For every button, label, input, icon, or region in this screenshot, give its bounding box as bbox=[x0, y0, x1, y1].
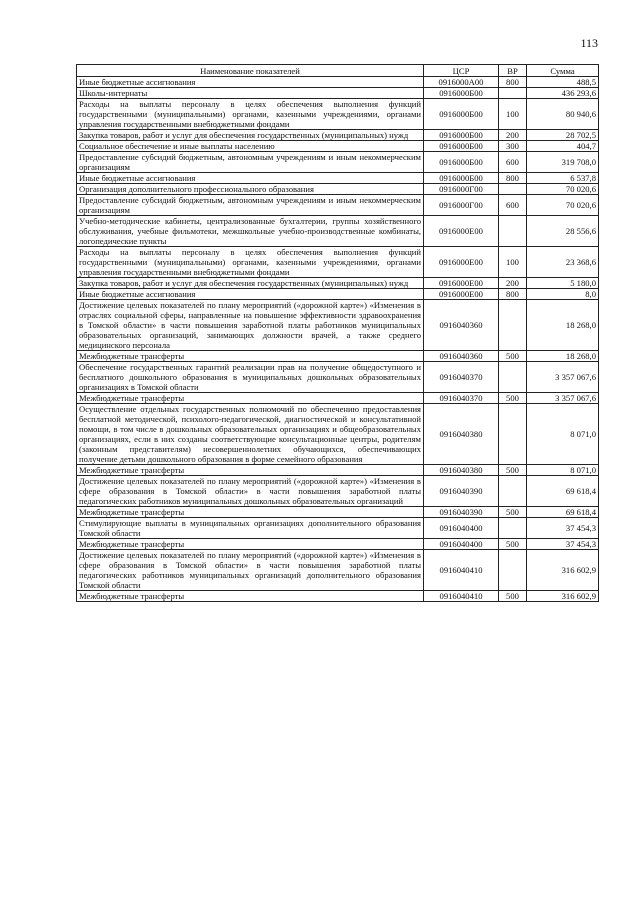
cell-csr: 0916000Б00 bbox=[424, 130, 499, 141]
table-row bbox=[77, 88, 599, 99]
table-row bbox=[77, 130, 599, 141]
cell-vr: 200 bbox=[499, 278, 527, 289]
cell-name: Предоставление субсидий бюджетным, автономным учреждениям и иным некоммерческим организациям bbox=[77, 195, 424, 216]
cell-vr: 500 bbox=[499, 591, 527, 602]
cell-name: Учебно-методические кабинеты, централизованные бухгалтерии, группы хозяйственного обслуживания, учебные фильмотеки, межшкольные учебно-производственные комбинаты, логопедические пункты bbox=[77, 216, 424, 247]
cell-csr: 0916040370 bbox=[424, 393, 499, 404]
cell-sum: 18 268,0 bbox=[527, 351, 599, 362]
table-row bbox=[77, 539, 599, 550]
cell-csr: 0916040390 bbox=[424, 507, 499, 518]
table-row bbox=[77, 184, 599, 195]
table-row bbox=[77, 173, 599, 184]
cell-vr: 800 bbox=[499, 289, 527, 300]
cell-name: Школы-интернаты bbox=[77, 88, 424, 99]
cell-sum: 8 071,0 bbox=[527, 404, 599, 465]
table-row bbox=[77, 518, 599, 539]
cell-sum: 6 537,8 bbox=[527, 173, 599, 184]
cell-vr: 800 bbox=[499, 77, 527, 88]
cell-sum: 8 071,0 bbox=[527, 465, 599, 476]
cell-name: Закупка товаров, работ и услуг для обеспечения государственных (муниципальных) нужд bbox=[77, 278, 424, 289]
table-row bbox=[77, 141, 599, 152]
table-row bbox=[77, 278, 599, 289]
cell-sum: 80 940,6 bbox=[527, 99, 599, 130]
table-row bbox=[77, 99, 599, 130]
table-row bbox=[77, 393, 599, 404]
cell-name: Межбюджетные трансферты bbox=[77, 393, 424, 404]
cell-csr: 0916040400 bbox=[424, 539, 499, 550]
cell-name: Осуществление отдельных государственных полномочий по обеспечению предоставления бесплатной методической, психолого-педагогической, диагностической и консультативной помощи, в том числе в дошкольных образовательных организациях и общеобразовательных организациях, если в них созданы соответствующие консультационные центры, родителям (законным представителям) несовершеннолетних обучающихся, обеспечивающих получение детьми дошкольного образования в форме семейного образования bbox=[77, 404, 424, 465]
cell-name: Межбюджетные трансферты bbox=[77, 351, 424, 362]
cell-vr: 500 bbox=[499, 393, 527, 404]
cell-vr: 300 bbox=[499, 141, 527, 152]
cell-csr: 0916040370 bbox=[424, 362, 499, 393]
table-row bbox=[77, 550, 599, 591]
cell-name: Иные бюджетные ассигнования bbox=[77, 173, 424, 184]
cell-csr: 0916040380 bbox=[424, 465, 499, 476]
cell-name: Достижение целевых показателей по плану мероприятий («дорожной карте») «Изменения в сфере образования в Томской области» в части повышения заработной платы педагогических работников муниципальных дошкольных образовательных организаций bbox=[77, 476, 424, 507]
cell-name: Межбюджетные трансферты bbox=[77, 507, 424, 518]
cell-vr: 500 bbox=[499, 465, 527, 476]
cell-sum: 70 020,6 bbox=[527, 195, 599, 216]
table-header-row bbox=[77, 65, 599, 77]
cell-sum: 69 618,4 bbox=[527, 476, 599, 507]
table-row bbox=[77, 351, 599, 362]
cell-csr: 0916000Б00 bbox=[424, 152, 499, 173]
table-row bbox=[77, 247, 599, 278]
cell-sum: 69 618,4 bbox=[527, 507, 599, 518]
cell-vr bbox=[499, 88, 527, 99]
cell-name: Межбюджетные трансферты bbox=[77, 465, 424, 476]
table-row bbox=[77, 77, 599, 88]
cell-csr: 0916040400 bbox=[424, 518, 499, 539]
table-row bbox=[77, 362, 599, 393]
cell-sum: 3 357 067,6 bbox=[527, 393, 599, 404]
cell-vr: 100 bbox=[499, 99, 527, 130]
cell-name: Расходы на выплаты персоналу в целях обеспечения выполнения функций государственными (муниципальными) органами, казенными учреждениями, органами управления государственными внебюджетными фондами bbox=[77, 99, 424, 130]
cell-csr: 0916000Е00 bbox=[424, 289, 499, 300]
table-row bbox=[77, 195, 599, 216]
budget-table bbox=[76, 64, 599, 602]
table-row bbox=[77, 289, 599, 300]
header-sum: Сумма bbox=[527, 65, 599, 77]
cell-name: Организация дополнительного профессионального образования bbox=[77, 184, 424, 195]
cell-vr bbox=[499, 518, 527, 539]
cell-csr: 0916000Б00 bbox=[424, 99, 499, 130]
cell-csr: 0916040380 bbox=[424, 404, 499, 465]
table-body bbox=[77, 77, 599, 602]
cell-sum: 37 454,3 bbox=[527, 539, 599, 550]
cell-vr: 800 bbox=[499, 173, 527, 184]
cell-csr: 0916000Е00 bbox=[424, 216, 499, 247]
cell-vr: 200 bbox=[499, 130, 527, 141]
cell-name: Иные бюджетные ассигнования bbox=[77, 289, 424, 300]
cell-vr: 100 bbox=[499, 247, 527, 278]
cell-vr bbox=[499, 476, 527, 507]
cell-vr: 600 bbox=[499, 195, 527, 216]
cell-csr: 0916040410 bbox=[424, 591, 499, 602]
cell-csr: 0916040390 bbox=[424, 476, 499, 507]
cell-name: Закупка товаров, работ и услуг для обеспечения государственных (муниципальных) нужд bbox=[77, 130, 424, 141]
cell-sum: 5 180,0 bbox=[527, 278, 599, 289]
table-row bbox=[77, 507, 599, 518]
table-row bbox=[77, 465, 599, 476]
cell-sum: 37 454,3 bbox=[527, 518, 599, 539]
header-csr: ЦСР bbox=[424, 65, 499, 77]
cell-name: Иные бюджетные ассигнования bbox=[77, 77, 424, 88]
cell-csr: 0916000Г00 bbox=[424, 184, 499, 195]
cell-vr bbox=[499, 362, 527, 393]
cell-sum: 436 293,6 bbox=[527, 88, 599, 99]
header-vr: ВР bbox=[499, 65, 527, 77]
cell-csr: 0916000Б00 bbox=[424, 88, 499, 99]
header-name: Наименование показателей bbox=[77, 65, 424, 77]
cell-csr: 0916040360 bbox=[424, 351, 499, 362]
cell-sum: 319 708,0 bbox=[527, 152, 599, 173]
cell-vr bbox=[499, 550, 527, 591]
cell-sum: 28 556,6 bbox=[527, 216, 599, 247]
cell-sum: 488,5 bbox=[527, 77, 599, 88]
cell-vr bbox=[499, 300, 527, 351]
cell-sum: 70 020,6 bbox=[527, 184, 599, 195]
cell-csr: 0916000Е00 bbox=[424, 247, 499, 278]
cell-csr: 0916000Б00 bbox=[424, 173, 499, 184]
cell-vr bbox=[499, 404, 527, 465]
cell-sum: 18 268,0 bbox=[527, 300, 599, 351]
cell-sum: 316 602,9 bbox=[527, 591, 599, 602]
cell-sum: 28 702,5 bbox=[527, 130, 599, 141]
cell-vr bbox=[499, 184, 527, 195]
cell-name: Социальное обеспечение и иные выплаты населению bbox=[77, 141, 424, 152]
cell-sum: 3 357 067,6 bbox=[527, 362, 599, 393]
cell-csr: 0916040360 bbox=[424, 300, 499, 351]
cell-name: Расходы на выплаты персоналу в целях обеспечения выполнения функций государственными (муниципальными) органами, казенными учреждениями, органами управления государственными внебюджетными фондами bbox=[77, 247, 424, 278]
cell-csr: 0916040410 bbox=[424, 550, 499, 591]
cell-vr: 500 bbox=[499, 539, 527, 550]
cell-vr: 600 bbox=[499, 152, 527, 173]
cell-name: Межбюджетные трансферты bbox=[77, 539, 424, 550]
cell-csr: 0916000Г00 bbox=[424, 195, 499, 216]
table-row bbox=[77, 591, 599, 602]
cell-sum: 8,0 bbox=[527, 289, 599, 300]
cell-sum: 23 368,6 bbox=[527, 247, 599, 278]
cell-csr: 0916000А00 bbox=[424, 77, 499, 88]
cell-name: Достижение целевых показателей по плану мероприятий («дорожной карте») «Изменения в сфере образования в Томской области» в части повышения заработной платы педагогических работников муниципальных организаций дополнительного образования Томской области bbox=[77, 550, 424, 591]
cell-name: Стимулирующие выплаты в муниципальных организациях дополнительного образования Томской области bbox=[77, 518, 424, 539]
table-row bbox=[77, 216, 599, 247]
cell-name: Предоставление субсидий бюджетным, автономным учреждениям и иным некоммерческим организациям bbox=[77, 152, 424, 173]
cell-vr: 500 bbox=[499, 507, 527, 518]
cell-sum: 316 602,9 bbox=[527, 550, 599, 591]
cell-name: Достижение целевых показателей по плану мероприятий («дорожной карте») «Изменения в отраслях социальной сферы, направленные на повышение эффективности здравоохранения в Томской области» в части повышения заработной платы работников муниципальных образовательных организаций, занимающих должности врачей, а также среднего медицинского персонала bbox=[77, 300, 424, 351]
table-row bbox=[77, 404, 599, 465]
cell-name: Межбюджетные трансферты bbox=[77, 591, 424, 602]
page-number: 113 bbox=[580, 36, 598, 50]
table-row bbox=[77, 300, 599, 351]
cell-vr: 500 bbox=[499, 351, 527, 362]
cell-csr: 0916000Б00 bbox=[424, 141, 499, 152]
cell-name: Обеспечение государственных гарантий реализации прав на получение общедоступного и бесплатного дошкольного образования в муниципальных дошкольных образовательных организациях в Томской области bbox=[77, 362, 424, 393]
cell-csr: 0916000Е00 bbox=[424, 278, 499, 289]
cell-sum: 404,7 bbox=[527, 141, 599, 152]
cell-vr bbox=[499, 216, 527, 247]
table-row bbox=[77, 152, 599, 173]
table-row bbox=[77, 476, 599, 507]
